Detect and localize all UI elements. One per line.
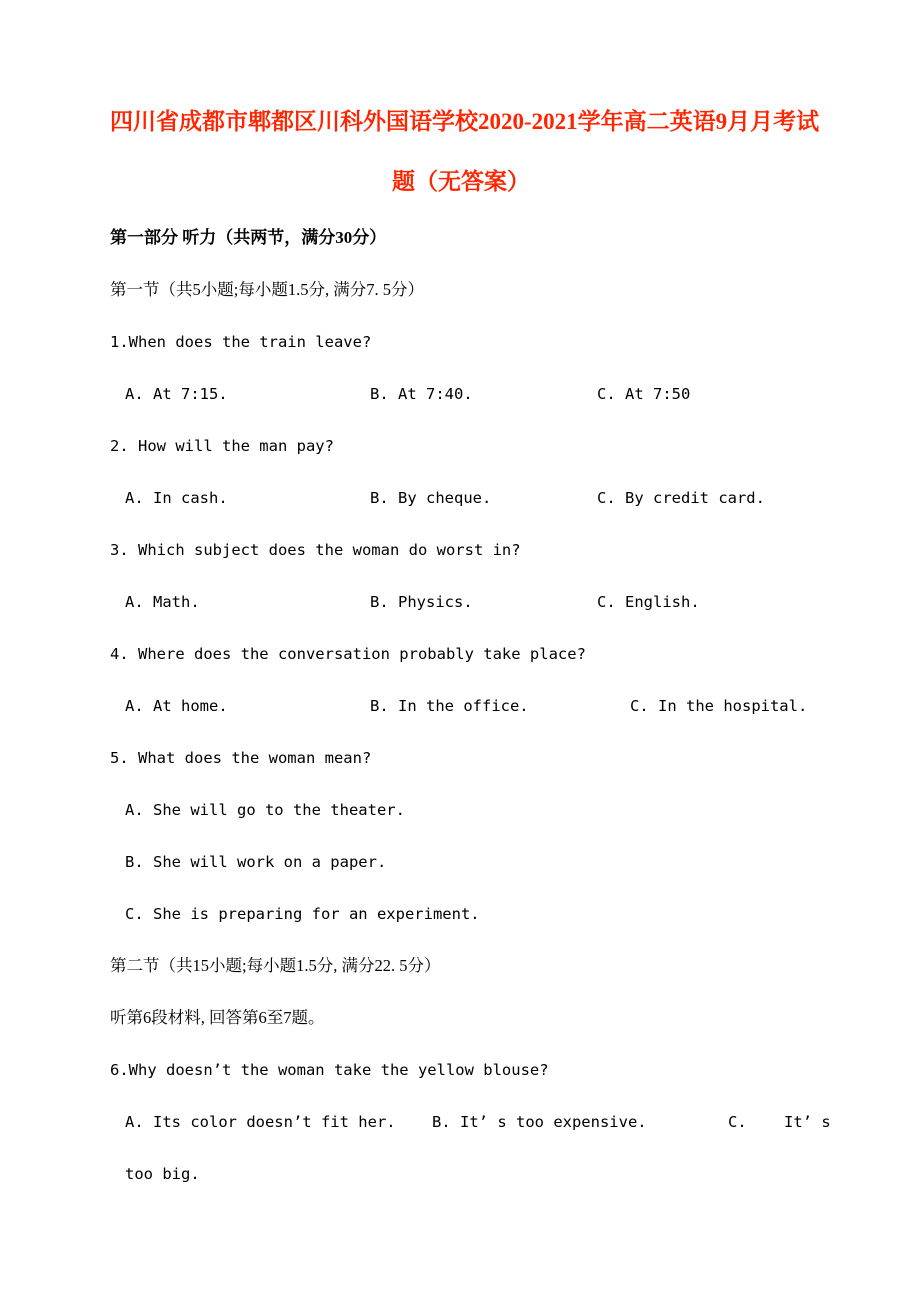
title-line-1: 四川省成都市郫都区川科外国语学校2020-2021学年高二英语9月月考试	[110, 109, 820, 134]
question-2-option-a: A. In cash.	[125, 489, 228, 507]
question-5-option-c: C. She is preparing for an experiment.	[125, 905, 480, 923]
title-line-2: 题（无答案）	[392, 169, 530, 194]
question-6-option-a: A. Its color doesn’t fit her.	[125, 1113, 396, 1131]
question-2-option-c: C. By credit card.	[597, 489, 765, 507]
question-1-option-c: C. At 7:50	[597, 385, 691, 403]
question-2-text: 2. How will the man pay?	[110, 437, 334, 455]
question-2-options	[110, 472, 812, 524]
section2-heading: 第二节（共15小题;每小题1.5分, 满分22. 5分）	[110, 956, 441, 975]
question-3-option-a: A. Math.	[125, 593, 200, 611]
question-3-option-c: C. English.	[597, 593, 700, 611]
question-3-text: 3. Which subject does the woman do worst in?	[110, 541, 521, 559]
listening-material-note: 听第6段材料, 回答第6至7题。	[110, 1008, 325, 1027]
question-1-option-b: B. At 7:40.	[370, 385, 473, 403]
question-5-option-a: A. She will go to the theater.	[125, 801, 405, 819]
question-3-options	[110, 576, 812, 628]
question-6-option-b: B. It’ s too expensive.	[432, 1113, 647, 1131]
section1-heading: 第一节（共5小题;每小题1.5分, 满分7. 5分）	[110, 280, 424, 299]
question-1-option-a: A. At 7:15.	[125, 385, 228, 403]
document-title	[110, 92, 820, 212]
question-6-option-c: C. It’ s	[728, 1113, 831, 1131]
question-4-option-c: C. In the hospital.	[630, 697, 808, 715]
question-6-text: 6.Why doesn’t the woman take the yellow blouse?	[110, 1061, 549, 1079]
question-4-options	[110, 680, 812, 732]
question-5-option-b: B. She will work on a paper.	[125, 853, 387, 871]
question-2-option-b: B. By cheque.	[370, 489, 492, 507]
question-3-option-b: B. Physics.	[370, 593, 473, 611]
question-4-option-b: B. In the office.	[370, 697, 529, 715]
question-1-text: 1.When does the train leave?	[110, 333, 372, 351]
question-6-options	[110, 1096, 831, 1148]
question-1-options	[110, 368, 812, 420]
question-4-option-a: A. At home.	[125, 697, 228, 715]
question-4-text: 4. Where does the conversation probably take place?	[110, 645, 586, 663]
part1-heading: 第一部分 听力（共两节，满分30分）	[110, 228, 387, 247]
question-6-option-c-wrap: too big.	[125, 1165, 200, 1183]
question-5-text: 5. What does the woman mean?	[110, 749, 372, 767]
